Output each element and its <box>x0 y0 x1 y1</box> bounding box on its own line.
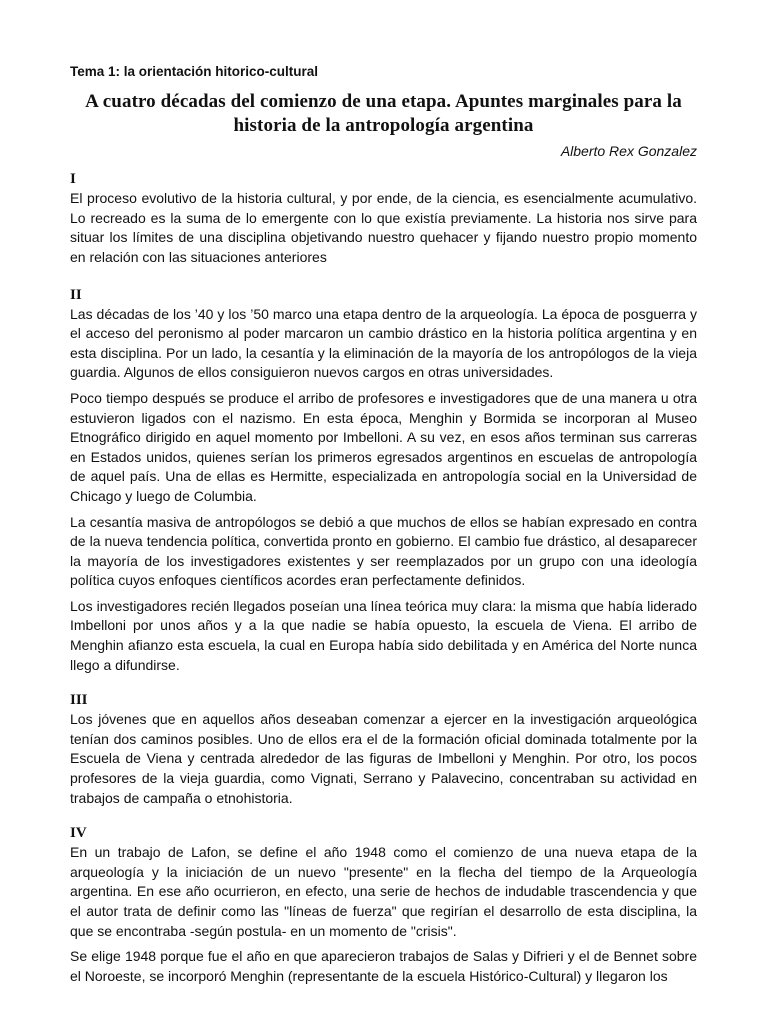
paragraph: El proceso evolutivo de la historia cultural, y por ende, de la ciencia, es esencialmente acumulativo. Lo recreado es la suma de lo emergente con lo que existía previamente. La historia nos sirve para situar los límites de una disciplina objetivando nuestro quehacer y fijando nuestro propio momento en relación con las situaciones anteriores <box>70 190 697 265</box>
section-3 <box>70 691 697 808</box>
section-heading: II <box>70 286 82 303</box>
section-2 <box>70 286 697 676</box>
paragraph: En un trabajo de Lafon, se define el año 1948 como el comienzo de una nueva etapa de la arqueología y la iniciación de un nuevo "presente" en la flecha del tiempo de la Arqueología argentina. En ese año ocurrieron, en efecto, una serie de hechos de indudable trascendencia y que el autor trata de definir como las "líneas de fuerza" que regirían el desarrollo de esta disciplina, la que se encontraba -según postula- en un momento de "crisis". <box>70 844 697 939</box>
paragraph: Los jóvenes que en aquellos años deseaban comenzar a ejercer en la investigación arqueológica tenían dos caminos posibles. Uno de ellos era el de la formación oficial dominada totalmente por la Escuela de Viena y centrada alrededor de las figuras de Imbelloni y Menghin. Por otro, los pocos profesores de la vieja guardia, como Vignati, Serrano y Palavecino, concentraban su actividad en trabajos de campaña o etnohistoria. <box>70 711 697 806</box>
paragraph: Poco tiempo después se produce el arribo de profesores e investigadores que de una manera u otra estuvieron ligados con el nazismo. En esta época, Menghin y Bormida se incorporan al Museo Etnográfico dirigido en aquel momento por Imbelloni. A su vez, en esos años terminan sus carreras en Estados unidos, quienes serían los primeros egresados argentinos en escuelas de antropología de aquel país. Una de ellas es Hermitte, especializada en antropología social en la Universidad de Chicago y luego de Columbia. <box>70 389 697 504</box>
section-4 <box>70 824 697 986</box>
section-1 <box>70 170 697 267</box>
paragraph: Las décadas de los ’40 y los ’50 marco una etapa dentro de la arqueología. La época de posguerra y el acceso del peronismo al poder marcaron un cambio drástico en la historia política argentina y en esta disciplina. Por un lado, la cesantía y la eliminación de la mayoría de los antropólogos de la vieja guardia. Algunos de ellos consiguieron nuevos cargos en otras universidades. <box>70 305 697 381</box>
section-heading: IV <box>70 825 87 842</box>
author-name: Alberto Rex Gonzalez <box>560 142 697 159</box>
section-heading: III <box>70 692 88 709</box>
document-page <box>70 62 697 1002</box>
paragraph: Los investigadores recién llegados poseían una línea teórica muy clara: la misma que había liderado Imbelloni por unos años y a la que nadie se había opuesto, la escuela de Viena. El arribo de Menghin afianzo esta escuela, la cual en Europa había sido debilitada y en América del Norte nunca llego a difundirse. <box>70 597 697 673</box>
paragraph: Se elige 1948 porque fue el año en que aparecieron trabajos de Salas y Difrieri y el de Bennet sobre el Noroeste, se incorporó Menghin (representante de la escuela Histórico-Cultural) y llegaron los <box>70 948 697 984</box>
topic-heading: Tema 1: la orientación hitorico-cultural <box>70 64 319 79</box>
document-title: A cuatro décadas del comienzo de una etapa. Apuntes marginales para la historia de la antropología argentina <box>85 90 682 136</box>
paragraph: La cesantía masiva de antropólogos se debió a que muchos de ellos se habían expresado en contra de la nueva tendencia política, convertida pronto en gobierno. El cambio fue drástico, al desaparecer la mayoría de los investigadores existentes y ser reemplazados por un grupo con una ideología política cuyos enfoques científicos acordes eran perfectamente definidos. <box>70 513 697 589</box>
section-heading: I <box>70 171 76 188</box>
